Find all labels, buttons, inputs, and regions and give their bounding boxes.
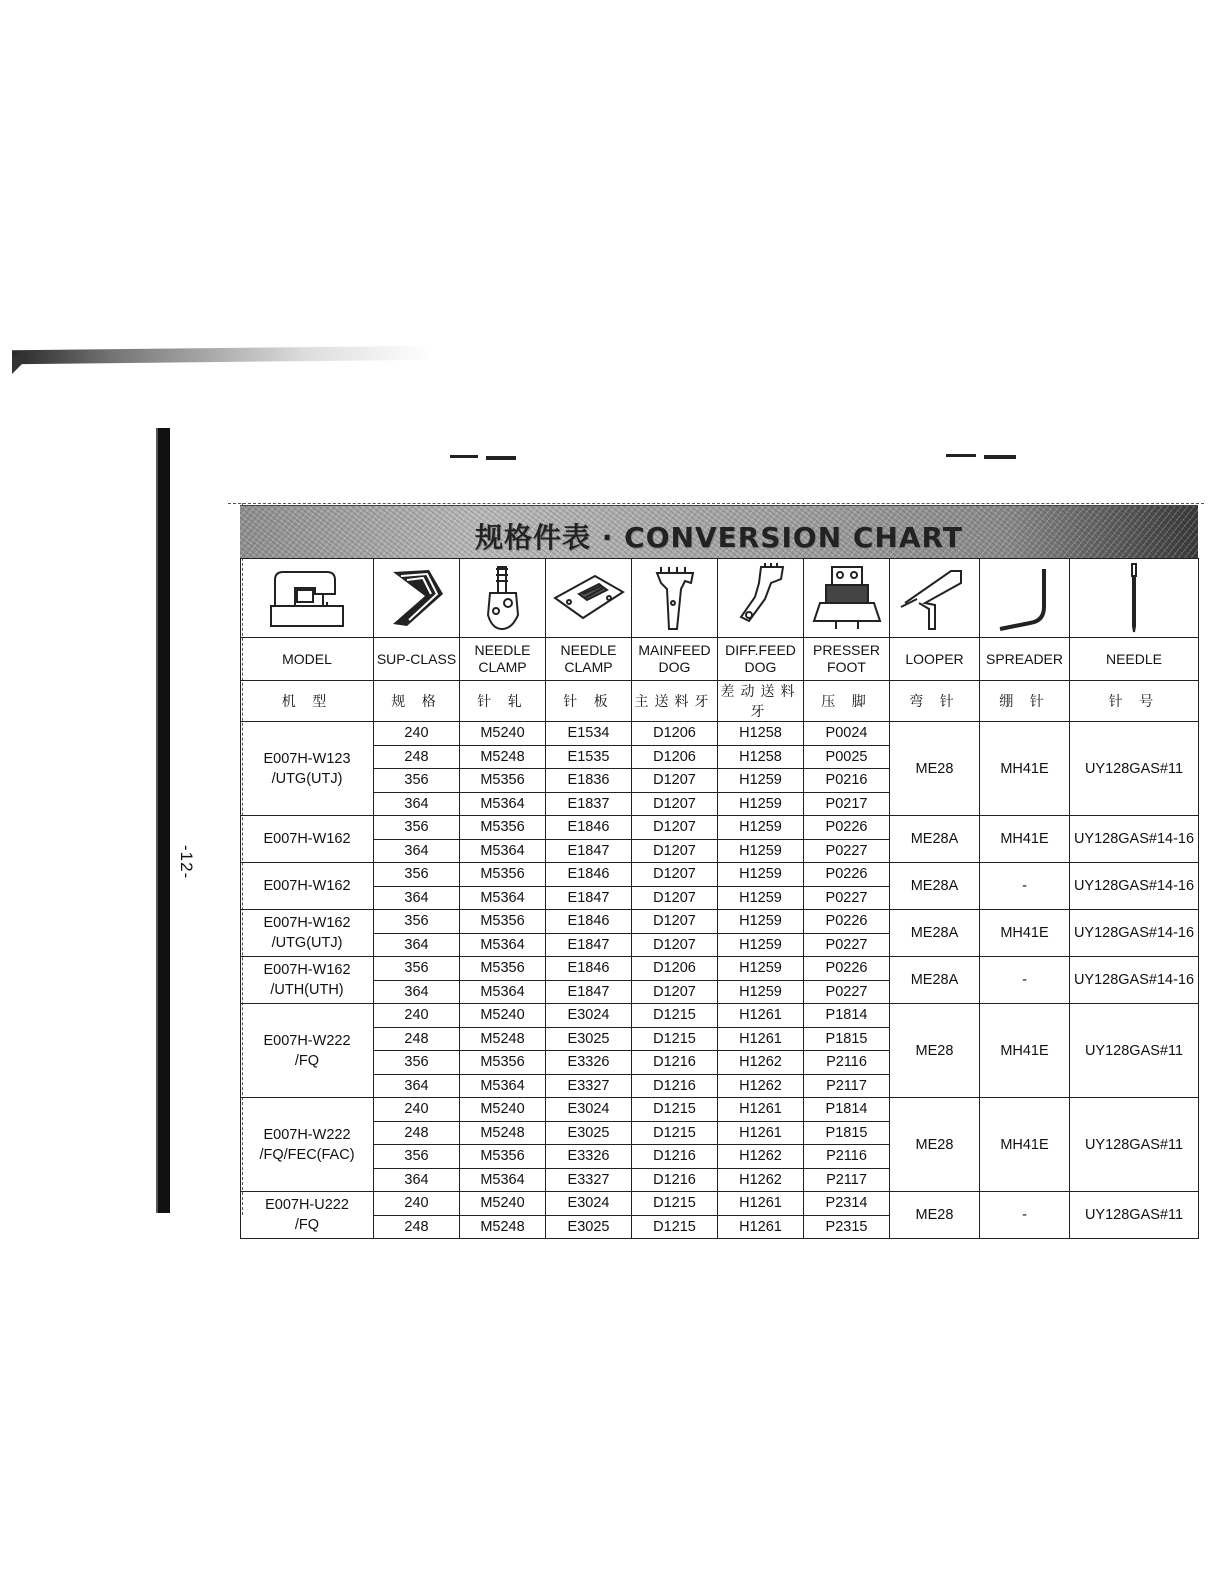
table-cell: M5364 <box>460 933 546 957</box>
spreader-cell: MH41E <box>980 1004 1070 1098</box>
table-cell: P0226 <box>804 910 890 934</box>
table-cell: P0226 <box>804 816 890 840</box>
table-cell: P0024 <box>804 722 890 746</box>
looper-cell: ME28 <box>890 1098 980 1192</box>
table-cell: M5356 <box>460 910 546 934</box>
table-cell: E3024 <box>546 1004 632 1028</box>
table-cell: E3326 <box>546 1145 632 1169</box>
needle-cell: UY128GAS#14-16 <box>1070 957 1199 1004</box>
table-cell: M5364 <box>460 839 546 863</box>
table-cell: D1215 <box>632 1004 718 1028</box>
table-row <box>241 722 1199 746</box>
table-cell: P0227 <box>804 886 890 910</box>
scan-smudge <box>12 346 432 364</box>
table-cell: E3025 <box>546 1215 632 1239</box>
table-row <box>241 1192 1199 1216</box>
table-cell: E1846 <box>546 863 632 887</box>
model-cell: E007H-U222 /FQ <box>241 1192 374 1239</box>
table-cell: 356 <box>374 957 460 981</box>
table-cell: 248 <box>374 1215 460 1239</box>
table-cell: D1207 <box>632 863 718 887</box>
table-cell: H1262 <box>718 1145 804 1169</box>
table-cell: 356 <box>374 1145 460 1169</box>
table-cell: P2117 <box>804 1074 890 1098</box>
column-header: SUP-CLASS <box>374 638 460 681</box>
table-cell: M5240 <box>460 1192 546 1216</box>
spreader-cell: MH41E <box>980 816 1070 863</box>
table-cell: M5240 <box>460 1004 546 1028</box>
table-cell: H1259 <box>718 816 804 840</box>
spreader-cell: - <box>980 863 1070 910</box>
table-cell: M5356 <box>460 1145 546 1169</box>
spreader-cell: - <box>980 957 1070 1004</box>
needle-cell: UY128GAS#11 <box>1070 1004 1199 1098</box>
table-cell: H1261 <box>718 1004 804 1028</box>
table-cell: E1837 <box>546 792 632 816</box>
sewing-machine-icon <box>241 559 374 638</box>
table-cell: H1261 <box>718 1121 804 1145</box>
table-cell: E3326 <box>546 1051 632 1075</box>
model-cell: E007H-W162 <box>241 863 374 910</box>
table-cell: E3024 <box>546 1098 632 1122</box>
needle-icon <box>1070 559 1199 638</box>
table-cell: M5248 <box>460 1027 546 1051</box>
table-cell: M5364 <box>460 980 546 1004</box>
looper-cell: ME28A <box>890 816 980 863</box>
conversion-table <box>240 558 1199 1239</box>
model-cell: E007H-W123 /UTG(UTJ) <box>241 722 374 816</box>
table-cell: E1846 <box>546 816 632 840</box>
model-cell: E007H-W222 /FQ <box>241 1004 374 1098</box>
table-cell: P1814 <box>804 1004 890 1028</box>
table-cell: P0227 <box>804 839 890 863</box>
table-row <box>241 910 1199 934</box>
table-cell: M5356 <box>460 863 546 887</box>
column-header: SPREADER <box>980 638 1070 681</box>
table-cell: E1535 <box>546 745 632 769</box>
column-header: MAINFEED DOG <box>632 638 718 681</box>
cut-line-top <box>228 503 1204 504</box>
column-header-zh: 针 号 <box>1070 681 1199 722</box>
table-cell: E1846 <box>546 910 632 934</box>
table-cell: E1836 <box>546 769 632 793</box>
needle-clamp-icon <box>460 559 546 638</box>
conversion-chart <box>240 505 1198 1239</box>
table-cell: M5364 <box>460 792 546 816</box>
column-header-zh: 针 轧 <box>460 681 546 722</box>
table-cell: E1846 <box>546 957 632 981</box>
table-cell: 356 <box>374 910 460 934</box>
table-cell: D1207 <box>632 839 718 863</box>
looper-cell: ME28 <box>890 722 980 816</box>
needle-cell: UY128GAS#11 <box>1070 1192 1199 1239</box>
table-cell: D1207 <box>632 910 718 934</box>
chart-title: 规格件表 · CONVERSION CHART <box>475 521 963 554</box>
looper-cell: ME28 <box>890 1192 980 1239</box>
header-row-en <box>241 638 1199 681</box>
table-cell: D1206 <box>632 957 718 981</box>
table-cell: 240 <box>374 1098 460 1122</box>
needle-cell: UY128GAS#11 <box>1070 1098 1199 1192</box>
sup-class-icon <box>374 559 460 638</box>
table-cell: E1847 <box>546 886 632 910</box>
column-header: MODEL <box>241 638 374 681</box>
looper-icon <box>890 559 980 638</box>
table-cell: D1215 <box>632 1121 718 1145</box>
column-header: NEEDLE CLAMP <box>460 638 546 681</box>
table-cell: D1207 <box>632 769 718 793</box>
table-cell: D1206 <box>632 722 718 746</box>
table-cell: 364 <box>374 792 460 816</box>
column-header: DIFF.FEED DOG <box>718 638 804 681</box>
table-cell: M5364 <box>460 1168 546 1192</box>
spreader-cell: MH41E <box>980 722 1070 816</box>
table-cell: P2116 <box>804 1145 890 1169</box>
table-cell: E3024 <box>546 1192 632 1216</box>
table-cell: P2314 <box>804 1192 890 1216</box>
table-cell: E1847 <box>546 933 632 957</box>
table-cell: P0217 <box>804 792 890 816</box>
column-header: LOOPER <box>890 638 980 681</box>
table-cell: P0216 <box>804 769 890 793</box>
table-cell: H1259 <box>718 769 804 793</box>
table-cell: H1261 <box>718 1215 804 1239</box>
table-cell: D1215 <box>632 1027 718 1051</box>
table-cell: M5356 <box>460 816 546 840</box>
table-cell: P1815 <box>804 1121 890 1145</box>
table-cell: M5240 <box>460 1098 546 1122</box>
model-cell: E007H-W162 <box>241 816 374 863</box>
column-header-zh: 主送料牙 <box>632 681 718 722</box>
table-cell: P0226 <box>804 863 890 887</box>
binding-bar <box>158 428 170 1213</box>
table-row <box>241 1004 1199 1028</box>
table-cell: D1207 <box>632 933 718 957</box>
table-cell: 248 <box>374 1121 460 1145</box>
table-cell: H1259 <box>718 933 804 957</box>
header-row-zh <box>241 681 1199 722</box>
table-cell: E3025 <box>546 1121 632 1145</box>
table-cell: H1258 <box>718 722 804 746</box>
needle-cell: UY128GAS#14-16 <box>1070 816 1199 863</box>
table-cell: P0227 <box>804 980 890 1004</box>
table-cell: 240 <box>374 1004 460 1028</box>
table-cell: D1215 <box>632 1098 718 1122</box>
column-header: NEEDLE CLAMP <box>546 638 632 681</box>
table-cell: 364 <box>374 886 460 910</box>
table-cell: E3327 <box>546 1168 632 1192</box>
table-cell: M5364 <box>460 886 546 910</box>
registration-mark <box>486 456 516 460</box>
registration-mark <box>450 455 478 458</box>
table-cell: M5364 <box>460 1074 546 1098</box>
table-cell: D1207 <box>632 980 718 1004</box>
table-cell: H1259 <box>718 910 804 934</box>
table-cell: P0227 <box>804 933 890 957</box>
model-cell: E007H-W222 /FQ/FEC(FAC) <box>241 1098 374 1192</box>
table-cell: E1847 <box>546 980 632 1004</box>
diff-feed-dog-icon <box>718 559 804 638</box>
table-cell: M5356 <box>460 1051 546 1075</box>
table-cell: H1259 <box>718 863 804 887</box>
column-header-zh: 机 型 <box>241 681 374 722</box>
model-cell: E007H-W162 /UTH(UTH) <box>241 957 374 1004</box>
table-cell: H1261 <box>718 1192 804 1216</box>
table-cell: M5356 <box>460 957 546 981</box>
registration-mark <box>984 455 1016 459</box>
table-cell: P0025 <box>804 745 890 769</box>
table-cell: H1258 <box>718 745 804 769</box>
looper-cell: ME28A <box>890 863 980 910</box>
table-cell: D1207 <box>632 816 718 840</box>
table-cell: H1259 <box>718 957 804 981</box>
spreader-cell: MH41E <box>980 1098 1070 1192</box>
table-cell: 364 <box>374 1168 460 1192</box>
needle-plate-icon <box>546 559 632 638</box>
model-cell: E007H-W162 /UTG(UTJ) <box>241 910 374 957</box>
table-cell: 364 <box>374 980 460 1004</box>
table-cell: M5248 <box>460 1121 546 1145</box>
table-cell: D1216 <box>632 1168 718 1192</box>
table-cell: H1262 <box>718 1074 804 1098</box>
table-cell: H1259 <box>718 980 804 1004</box>
table-cell: 364 <box>374 1074 460 1098</box>
registration-mark <box>946 454 976 457</box>
table-cell: D1207 <box>632 792 718 816</box>
table-cell: E1847 <box>546 839 632 863</box>
table-row <box>241 1098 1199 1122</box>
table-row <box>241 957 1199 981</box>
table-cell: P2315 <box>804 1215 890 1239</box>
table-cell: 356 <box>374 769 460 793</box>
table-cell: D1216 <box>632 1145 718 1169</box>
table-cell: D1215 <box>632 1215 718 1239</box>
table-cell: H1261 <box>718 1027 804 1051</box>
table-cell: D1216 <box>632 1051 718 1075</box>
spreader-icon <box>980 559 1070 638</box>
table-cell: 356 <box>374 1051 460 1075</box>
table-cell: E3327 <box>546 1074 632 1098</box>
table-cell: H1259 <box>718 792 804 816</box>
column-header-zh: 针 板 <box>546 681 632 722</box>
column-header-zh: 差动送料牙 <box>718 681 804 722</box>
table-row <box>241 816 1199 840</box>
table-cell: M5240 <box>460 722 546 746</box>
table-cell: H1261 <box>718 1098 804 1122</box>
table-cell: D1206 <box>632 745 718 769</box>
table-row <box>241 863 1199 887</box>
column-header-zh: 规 格 <box>374 681 460 722</box>
table-cell: 240 <box>374 722 460 746</box>
table-cell: E1534 <box>546 722 632 746</box>
column-header: NEEDLE <box>1070 638 1199 681</box>
icon-row <box>241 559 1199 638</box>
table-cell: D1207 <box>632 886 718 910</box>
looper-cell: ME28A <box>890 957 980 1004</box>
table-cell: 248 <box>374 745 460 769</box>
spreader-cell: MH41E <box>980 910 1070 957</box>
table-cell: 356 <box>374 863 460 887</box>
needle-cell: UY128GAS#11 <box>1070 722 1199 816</box>
table-cell: D1216 <box>632 1074 718 1098</box>
table-cell: 364 <box>374 933 460 957</box>
column-header-zh: 弯 针 <box>890 681 980 722</box>
table-cell: H1262 <box>718 1051 804 1075</box>
table-cell: H1259 <box>718 886 804 910</box>
table-cell: M5248 <box>460 745 546 769</box>
column-header-zh: 绷 针 <box>980 681 1070 722</box>
table-cell: E3025 <box>546 1027 632 1051</box>
table-cell: H1259 <box>718 839 804 863</box>
looper-cell: ME28A <box>890 910 980 957</box>
mainfeed-dog-icon <box>632 559 718 638</box>
column-header-zh: 压 脚 <box>804 681 890 722</box>
needle-cell: UY128GAS#14-16 <box>1070 863 1199 910</box>
table-cell: M5248 <box>460 1215 546 1239</box>
table-cell: P2116 <box>804 1051 890 1075</box>
presser-foot-icon <box>804 559 890 638</box>
table-cell: P0226 <box>804 957 890 981</box>
table-cell: D1215 <box>632 1192 718 1216</box>
needle-cell: UY128GAS#14-16 <box>1070 910 1199 957</box>
spreader-cell: - <box>980 1192 1070 1239</box>
table-cell: 240 <box>374 1192 460 1216</box>
page-number: -12- <box>177 845 196 880</box>
table-cell: 356 <box>374 816 460 840</box>
table-cell: H1262 <box>718 1168 804 1192</box>
column-header: PRESSER FOOT <box>804 638 890 681</box>
table-cell: P1814 <box>804 1098 890 1122</box>
looper-cell: ME28 <box>890 1004 980 1098</box>
table-cell: 364 <box>374 839 460 863</box>
table-cell: 248 <box>374 1027 460 1051</box>
table-cell: M5356 <box>460 769 546 793</box>
chart-banner <box>240 505 1198 558</box>
table-cell: P1815 <box>804 1027 890 1051</box>
table-cell: P2117 <box>804 1168 890 1192</box>
